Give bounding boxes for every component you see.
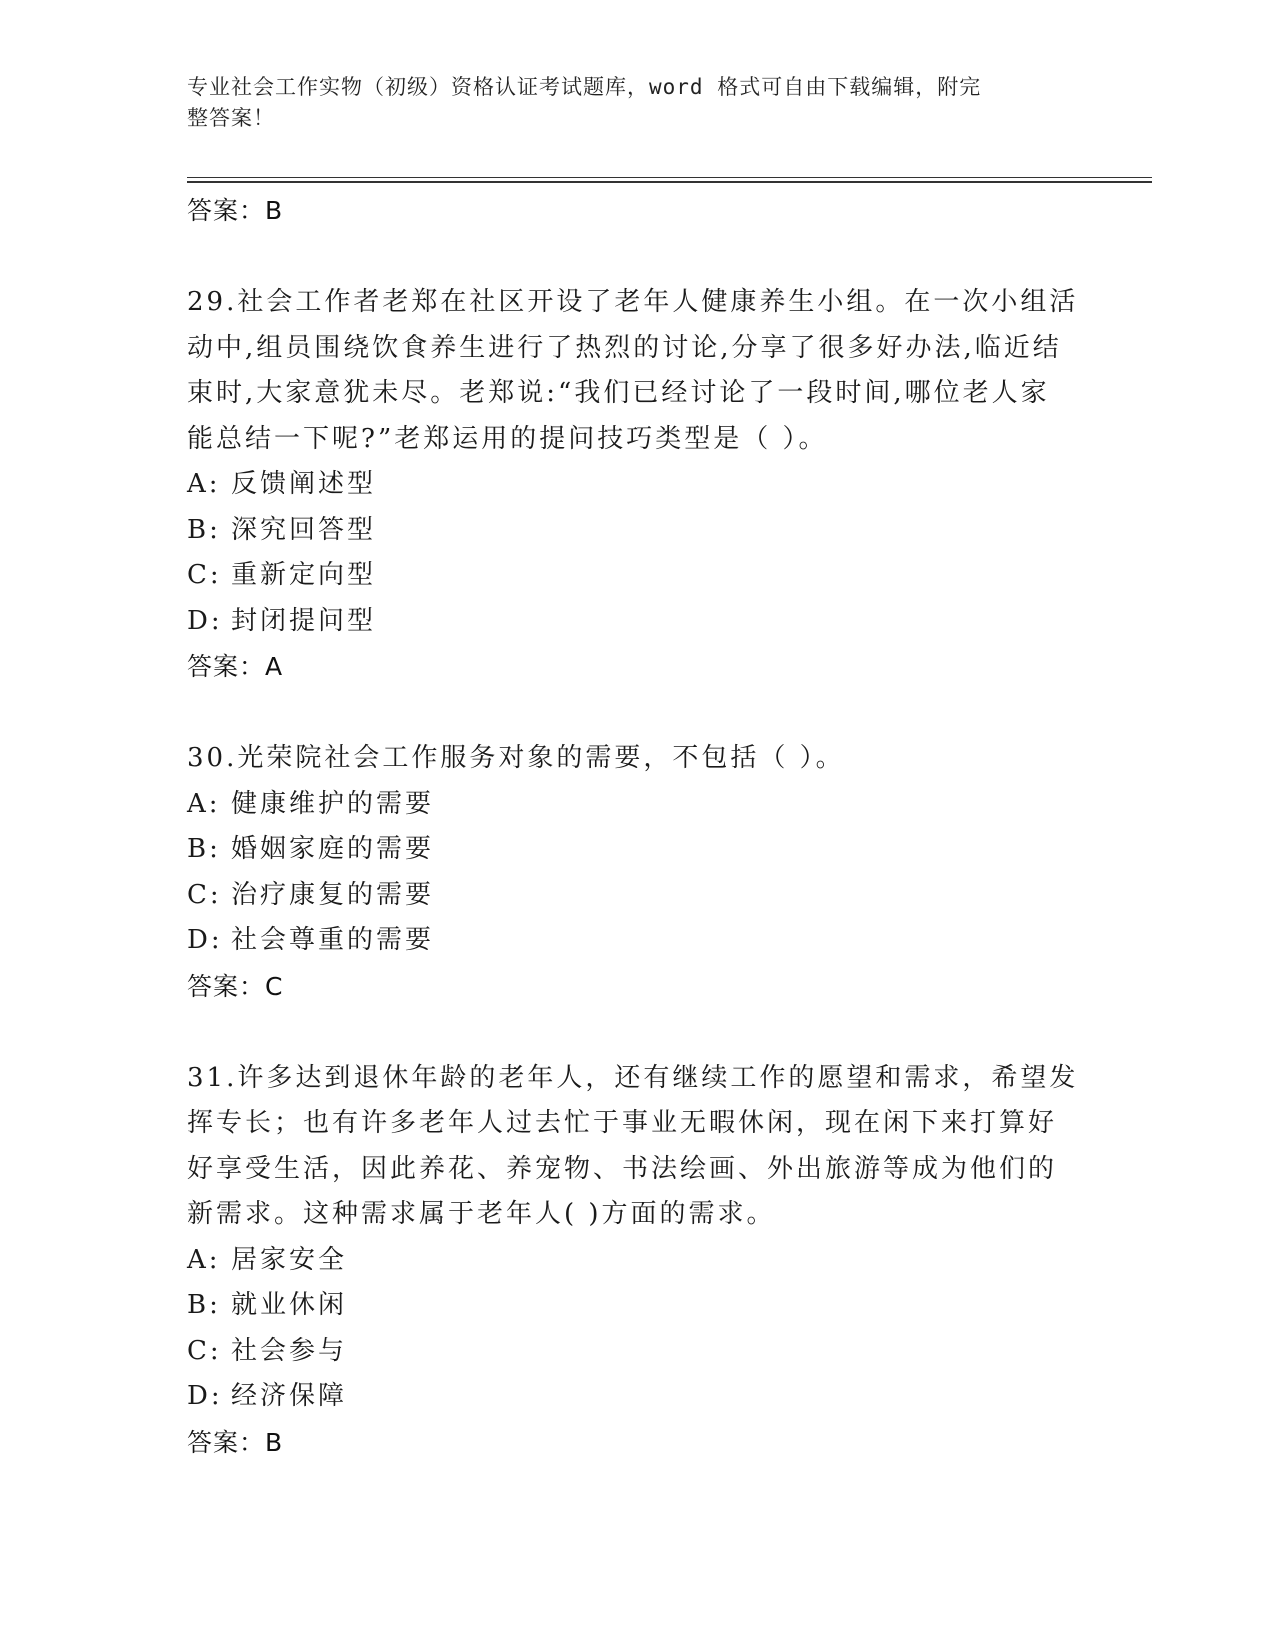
question-block [187,1056,1087,1466]
document-header [187,72,1067,134]
option-key: A: [187,1244,221,1275]
option-key: C: [187,560,222,590]
option-text: 健康维护的需要 [231,788,435,819]
option-text: 深究回答型 [231,514,377,545]
option-text: 社会尊重的需要 [231,925,435,955]
question-block [187,280,1087,690]
option-key: C: [187,1335,222,1366]
question-answer: 答案：B [187,1427,284,1457]
option-key: B: [187,834,221,864]
stem-line: 挥专长；也有许多老年人过去忙于事业无暇休闲，现在闲下来打算好 [187,1108,1058,1138]
stem-line: 好享受生活，因此养花、养宠物、书法绘画、外出旅游等成为他们的 [187,1153,1058,1184]
header-line-2: 整答案！ [187,106,275,130]
option-text: 婚姻家庭的需要 [231,834,435,864]
option-key: D: [187,1381,223,1411]
option-key: B: [187,514,221,545]
option-b [187,827,1087,873]
option-key: A: [187,469,221,499]
stem-line: 动中,组员围绕饮食养生进行了热烈的讨论,分享了很多好办法,临近结 [187,332,1062,363]
option-text: 封闭提问型 [231,605,377,636]
option-c [187,1329,1087,1375]
option-a [187,782,1087,828]
header-divider-top [187,177,1152,178]
stem-line: 29.社会工作者老郑在社区开设了老年人健康养生小组。在一次小组活 [187,287,1079,317]
stem-line: 能总结一下呢?”老郑运用的提问技巧类型是（ ）。 [187,423,828,454]
question-stem [187,1056,1087,1238]
question-list [187,188,1087,1466]
option-d [187,1374,1087,1420]
option-b [187,1283,1087,1329]
option-b [187,508,1087,554]
stem-line: 31.许多达到退休年龄的老年人，还有继续工作的愿望和需求，希望发 [187,1062,1079,1093]
option-key: D: [187,605,223,636]
option-text: 就业休闲 [231,1290,348,1320]
option-d [187,599,1087,645]
option-a [187,462,1087,508]
option-c [187,553,1087,599]
option-key: A: [187,788,221,819]
question-answer: 答案：C [187,971,284,1001]
option-text: 重新定向型 [231,560,377,590]
header-line-1: 专业社会工作实物（初级）资格认证考试题库，word 格式可自由下载编辑，附完 [187,75,982,99]
previous-answer: 答案：B [187,196,284,225]
stem-line: 束时,大家意犹未尽。老郑说:“我们已经讨论了一段时间,哪位老人家 [187,378,1050,408]
option-key: D: [187,925,223,955]
option-d [187,918,1087,964]
question-answer: 答案：A [187,652,284,681]
stem-line: 新需求。这种需求属于老年人( )方面的需求。 [187,1199,776,1229]
option-text: 社会参与 [231,1335,348,1366]
option-text: 居家安全 [231,1244,348,1275]
question-stem [187,280,1087,462]
option-text: 经济保障 [231,1381,348,1411]
option-text: 反馈阐述型 [231,469,377,499]
option-c [187,873,1087,919]
option-key: B: [187,1290,221,1320]
stem-line: 30.光荣院社会工作服务对象的需要，不包括（ ）。 [187,743,845,773]
question-block [187,736,1087,1010]
option-a [187,1238,1087,1284]
option-key: C: [187,879,222,910]
question-stem [187,736,1087,782]
header-divider-bottom [187,181,1152,183]
option-text: 治疗康复的需要 [231,879,435,910]
